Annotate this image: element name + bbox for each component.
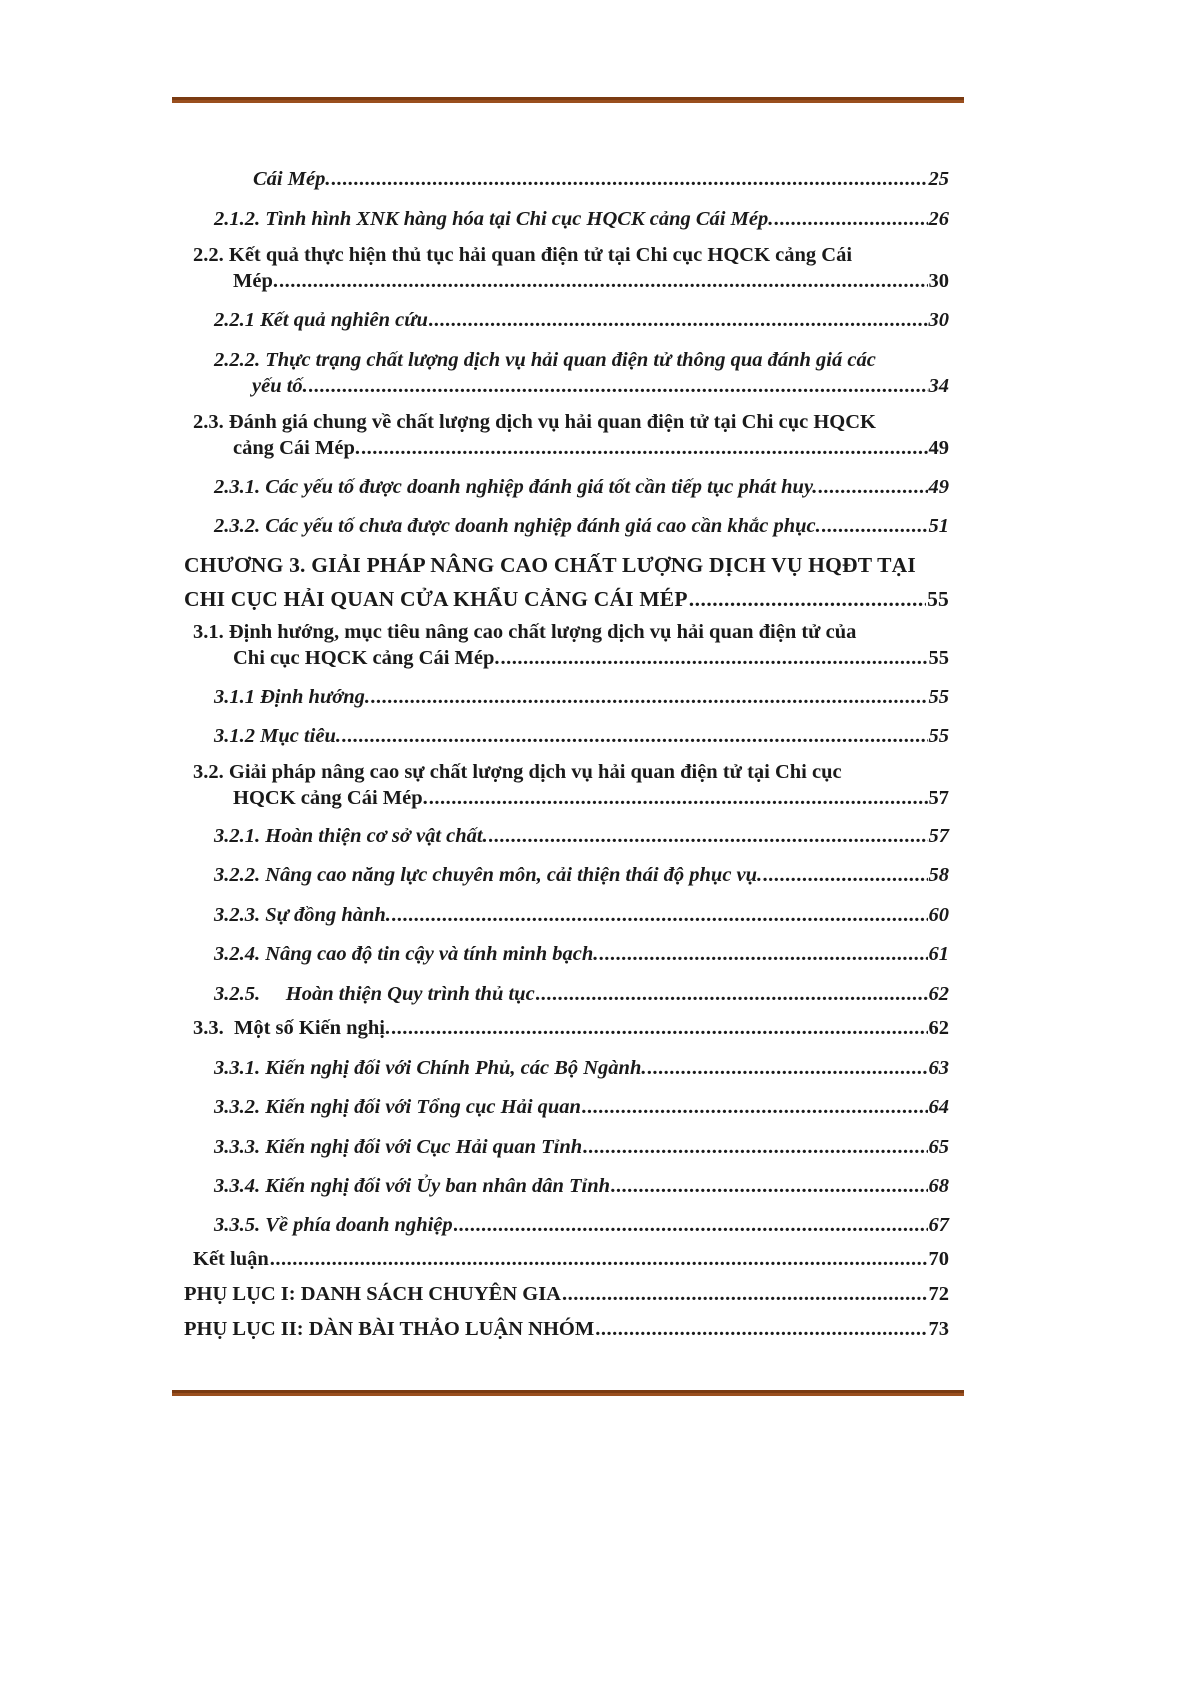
toc-entry-page: 30	[928, 309, 949, 331]
toc-entry[interactable]	[193, 409, 957, 461]
toc-entry-title: cảng Cái Mép.	[233, 437, 360, 459]
toc-entry-title: Cái Mép.	[253, 168, 331, 190]
toc-entry-page: 72	[928, 1283, 949, 1305]
toc-entry-title: 3.3.2. Kiến nghị đối với Tổng cục Hải quan	[214, 1096, 581, 1118]
bottom-rule	[172, 1390, 964, 1396]
toc-entry[interactable]	[193, 242, 949, 294]
toc-entry-page: 61	[928, 943, 949, 965]
toc-chapter-entry[interactable]	[184, 548, 957, 616]
toc-entry-title: 3.1.1 Định hướng.	[214, 686, 371, 708]
toc-entry[interactable]	[214, 1212, 949, 1238]
toc-entry-page: 58	[928, 864, 949, 886]
toc-entry-title: 3.3.5. Về phía doanh nghiệp	[214, 1214, 453, 1236]
toc-entry-title-line1: 2.3. Đánh giá chung về chất lượng dịch vụ hải quan điện tử tại Chi cục HQCK	[193, 411, 876, 433]
toc-entry[interactable]	[214, 981, 949, 1007]
toc-entry[interactable]	[193, 619, 949, 671]
toc-entry[interactable]	[253, 166, 949, 192]
toc-entry-page: 51	[928, 515, 949, 537]
toc-entry[interactable]	[214, 1055, 949, 1081]
toc-entry[interactable]	[214, 823, 949, 849]
toc-entry-title: 3.3.3. Kiến nghị đối với Cục Hải quan Tỉnh	[214, 1136, 583, 1158]
toc-entry-title: Kết luận	[193, 1248, 269, 1270]
toc-entry-title: PHỤ LỤC I: DANH SÁCH CHUYÊN GIA	[184, 1283, 561, 1305]
toc-entry-page: 49	[928, 437, 949, 459]
toc-entry-title: HQCK cảng Cái Mép.	[233, 787, 428, 809]
toc-entry-page: 25	[928, 168, 949, 190]
toc-entry-page: 55	[927, 587, 949, 611]
toc-entry-page: 57	[928, 787, 949, 809]
toc-entry-page: 70	[928, 1248, 949, 1270]
toc-entry-title-line1: 3.2. Giải pháp nâng cao sự chất lượng dịch vụ hải quan điện tử tại Chi cục	[193, 761, 842, 783]
toc-entry-title-line1: 2.2.2. Thực trạng chất lượng dịch vụ hải quan điện tử thông qua đánh giá các	[214, 349, 876, 371]
top-rule	[172, 97, 964, 103]
toc-entry-page: 60	[928, 904, 949, 926]
toc-entry[interactable]	[184, 1281, 949, 1307]
toc-entry[interactable]	[214, 723, 949, 749]
toc-entry[interactable]	[214, 474, 949, 500]
toc-entry-page: 55	[928, 647, 949, 669]
toc-entry-page: 62	[928, 1017, 949, 1039]
toc-entry[interactable]	[214, 902, 949, 928]
toc-entry-page: 73	[928, 1318, 949, 1340]
toc-entry-page: 55	[928, 686, 949, 708]
toc-entry-page: 55	[928, 725, 949, 747]
toc-entry[interactable]	[214, 862, 949, 888]
toc-entry[interactable]	[214, 1094, 949, 1120]
toc-entry-title: 3.2.1. Hoàn thiện cơ sở vật chất.	[214, 825, 488, 847]
toc-entry-page: 63	[928, 1057, 949, 1079]
toc-entry[interactable]	[214, 513, 949, 539]
toc-entry-title: 2.3.2. Các yếu tố chưa được doanh nghiệp đánh giá cao cần khắc phục.	[214, 515, 821, 537]
toc-entry-title: 2.1.2. Tình hình XNK hàng hóa tại Chi cục HQCK cảng Cái Mép.	[214, 208, 774, 230]
toc-entry-title: Mép.	[233, 270, 278, 292]
toc-entry[interactable]	[214, 1134, 949, 1160]
toc-entry-page: 64	[928, 1096, 949, 1118]
toc-entry-title: 3.3.4. Kiến nghị đối với Ủy ban nhân dân Tỉnh	[214, 1175, 611, 1197]
toc-entry-title: 3.1.2 Mục tiêu.	[214, 725, 341, 747]
toc-entry[interactable]	[214, 307, 949, 333]
toc-entry-title: 3.3. Một số Kiến nghị.	[193, 1017, 391, 1039]
toc-entry[interactable]	[214, 684, 949, 710]
toc-entry-title-line1: CHƯƠNG 3. GIẢI PHÁP NÂNG CAO CHẤT LƯỢNG DỊCH VỤ HQĐT TẠI	[184, 553, 916, 577]
toc-entry[interactable]	[193, 1246, 949, 1272]
toc-entry-title: 3.2.3. Sự đồng hành.	[214, 904, 391, 926]
toc-entry[interactable]	[214, 941, 949, 967]
toc-entry-title: 3.2.5. Hoàn thiện Quy trình thủ tục	[214, 983, 535, 1005]
toc-entry[interactable]	[193, 1015, 949, 1041]
toc-entry-page: 34	[928, 375, 949, 397]
toc-entry-title: 3.2.4. Nâng cao độ tin cậy và tính minh bạch.	[214, 943, 599, 965]
toc-entry-title: yếu tố.	[252, 375, 308, 397]
toc-entry[interactable]	[214, 347, 954, 399]
toc-entry-title: 2.2.1 Kết quả nghiên cứu	[214, 309, 428, 331]
toc-entry-page: 62	[928, 983, 949, 1005]
toc-entry-title: CHI CỤC HẢI QUAN CỬA KHẨU CẢNG CÁI MÉP	[184, 587, 688, 611]
toc-entry-page: 65	[928, 1136, 949, 1158]
toc-entry-page: 30	[928, 270, 949, 292]
toc-entry-title: 3.3.1. Kiến nghị đối với Chính Phủ, các Bộ Ngành.	[214, 1057, 647, 1079]
toc-entry-title-line1: 2.2. Kết quả thực hiện thủ tục hải quan điện tử tại Chi cục HQCK cảng Cái	[193, 244, 853, 266]
toc-entry-page: 68	[928, 1175, 949, 1197]
toc-entry-page: 26	[928, 208, 949, 230]
toc-entry-page: 57	[928, 825, 949, 847]
toc-entry-title: 2.3.1. Các yếu tố được doanh nghiệp đánh giá tốt cần tiếp tục phát huy.	[214, 476, 818, 498]
toc-entry-title-line1: 3.1. Định hướng, mục tiêu nâng cao chất lượng dịch vụ hải quan điện tử của	[193, 621, 857, 643]
toc-entry[interactable]	[214, 1173, 949, 1199]
toc-entry-page: 67	[928, 1214, 949, 1236]
toc-entry[interactable]	[184, 1316, 949, 1342]
toc-entry[interactable]	[193, 759, 949, 811]
toc-entry-title: 3.2.2. Nâng cao năng lực chuyên môn, cải thiện thái độ phục vụ.	[214, 864, 763, 886]
toc-entry-title: PHỤ LỤC II: DÀN BÀI THẢO LUẬN NHÓM	[184, 1318, 595, 1340]
toc-entry-title: Chi cục HQCK cảng Cái Mép.	[233, 647, 500, 669]
toc-entry[interactable]	[214, 206, 949, 232]
toc-entry-page: 49	[928, 476, 949, 498]
